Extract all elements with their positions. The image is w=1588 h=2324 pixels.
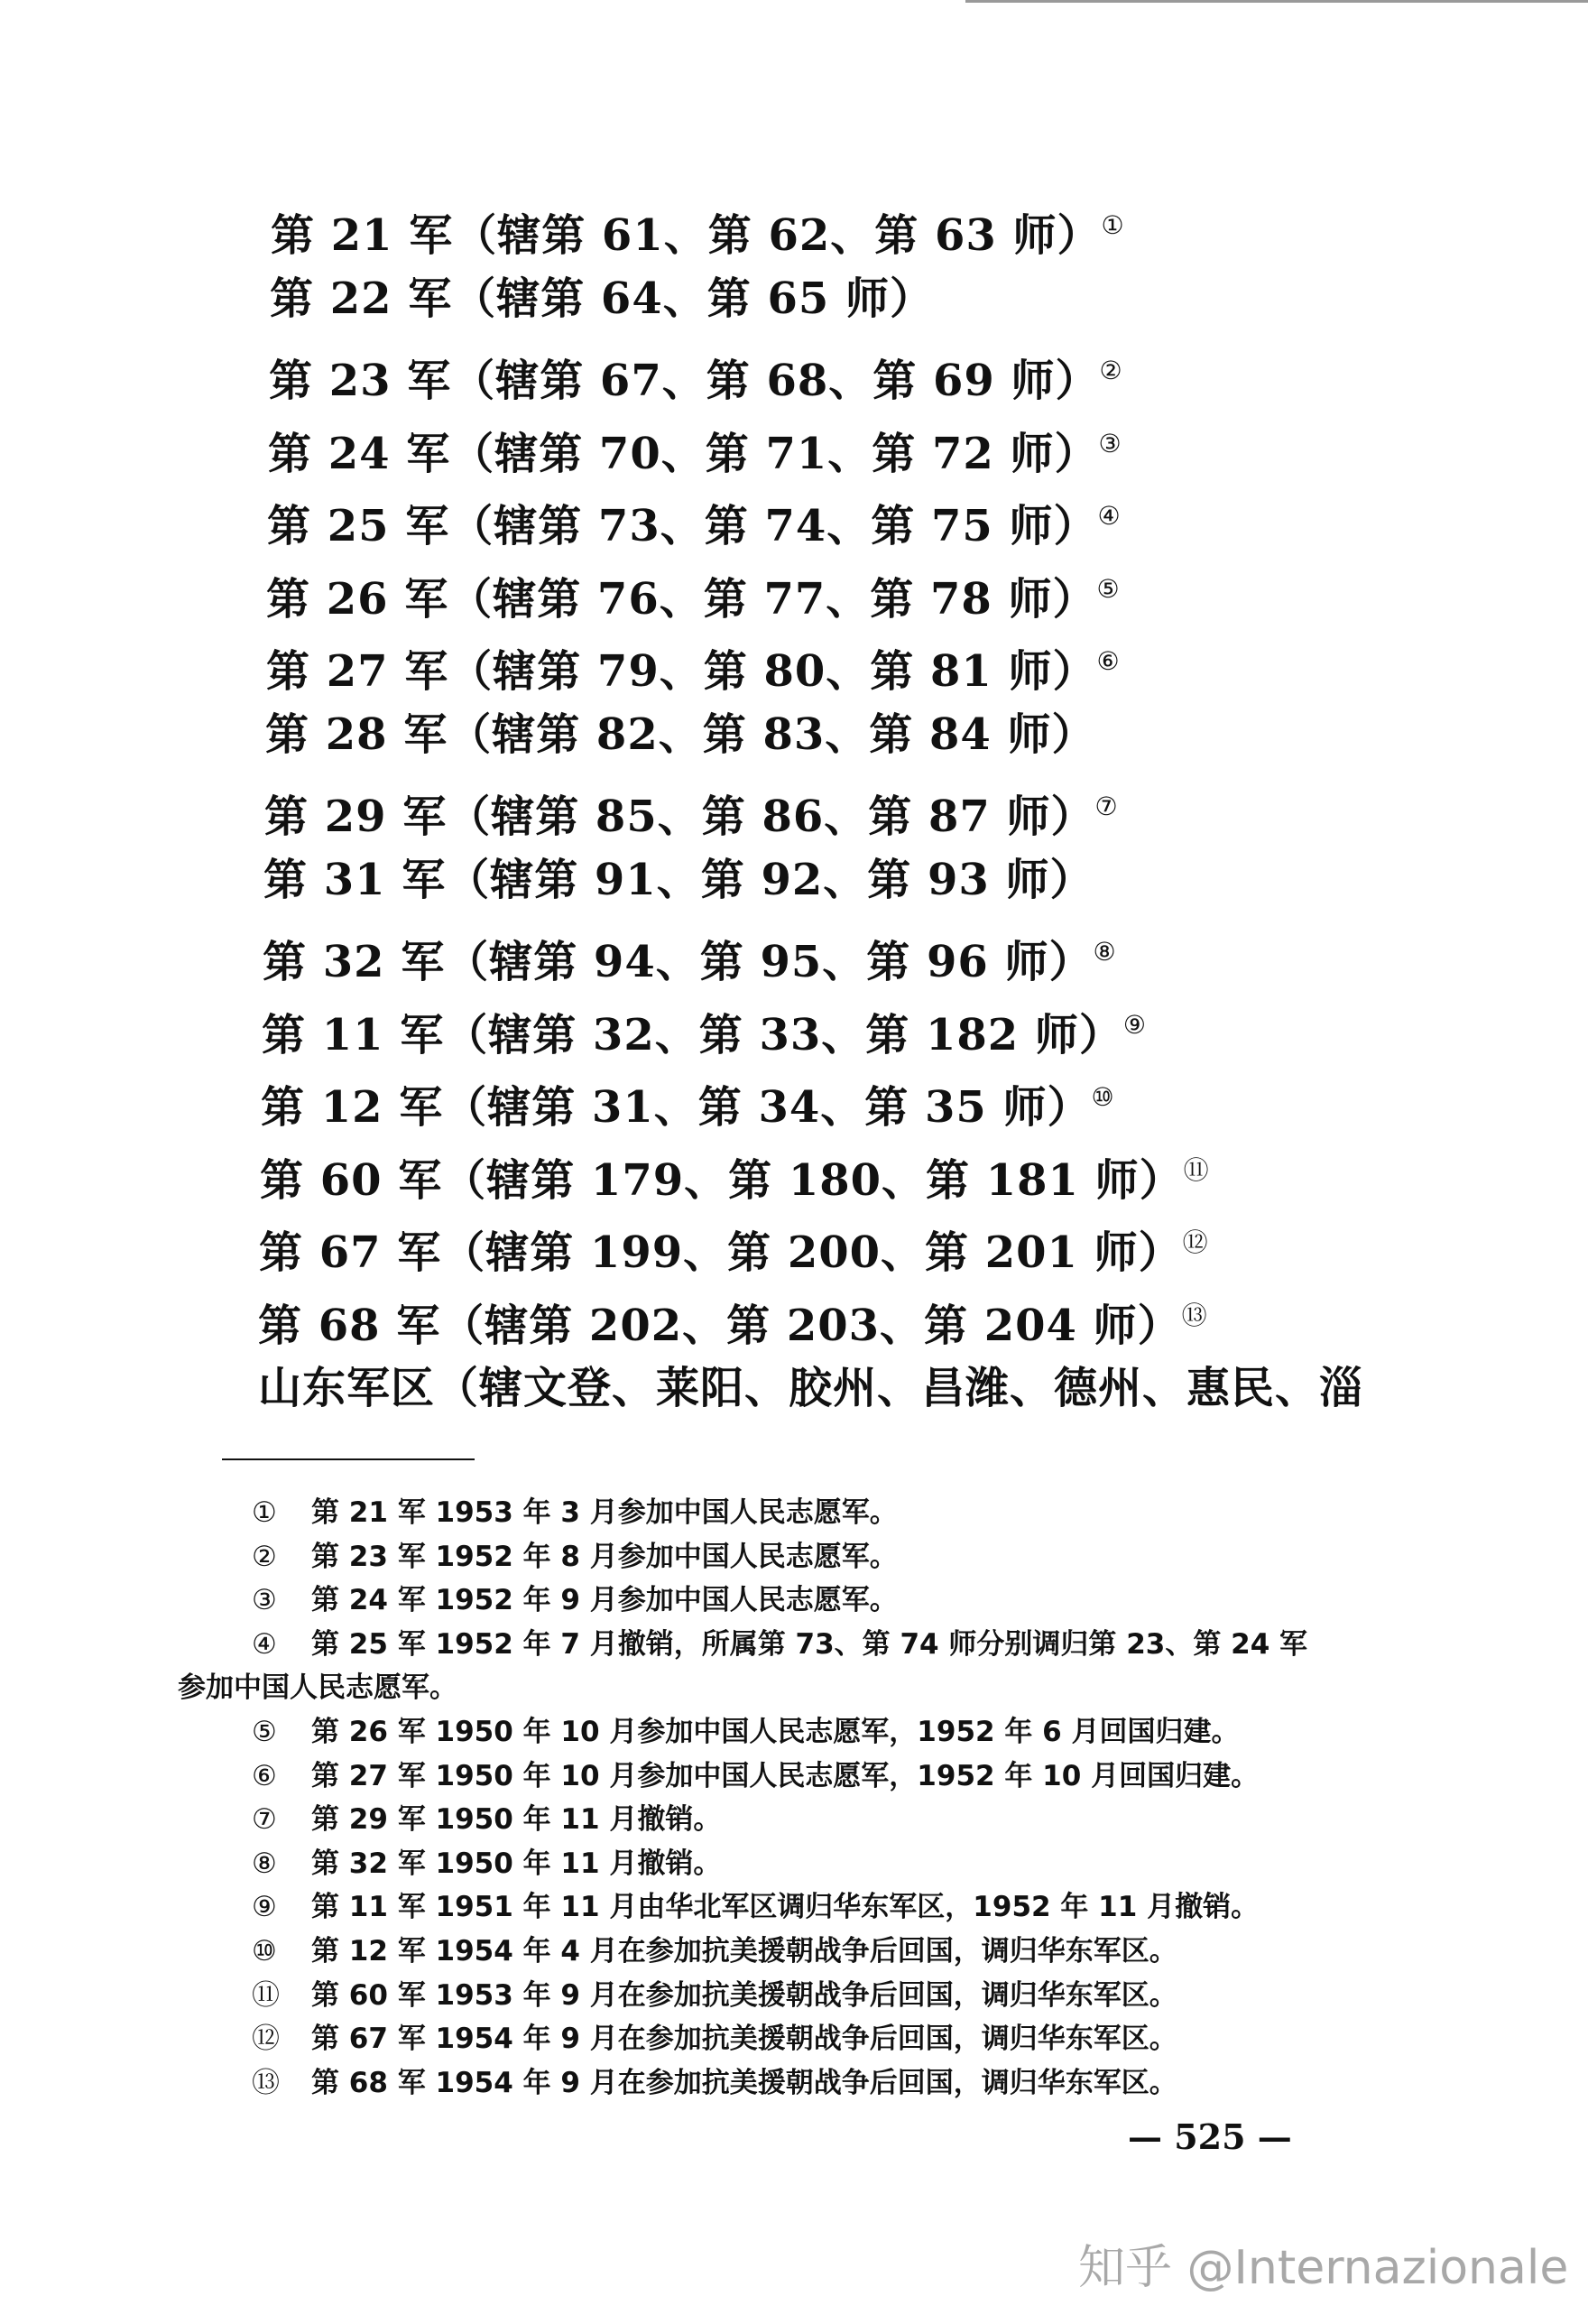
line-text: 第 28 军（辖第 82、第 83、第 84 师）	[265, 708, 1096, 760]
footnote-text: 第 11 军 1951 年 11 月由华北军区调归华东军区，1952 年 11 月撤销。	[311, 1891, 1260, 1924]
footnote-rule	[222, 1458, 475, 1460]
line-text: 第 27 军（辖第 79、第 80、第 81 师）	[266, 646, 1097, 697]
line-text: 第 25 军（辖第 73、第 74、第 75 师）	[267, 501, 1098, 551]
footnotes	[178, 1491, 1307, 2105]
text-line	[267, 480, 1363, 553]
footnote-number: ⑦	[252, 1803, 277, 1837]
footnote-text: 第 60 军 1953 年 9 月在参加抗美援朝战争后回国，调归华东军区。	[311, 1978, 1177, 2012]
footnote-ref: ⑪	[1183, 1154, 1210, 1185]
line-text: 第 22 军（辖第 64、第 65 师）	[270, 273, 934, 324]
footnote-text: 第 23 军 1952 年 8 月参加中国人民志愿军。	[311, 1540, 898, 1573]
footnote	[178, 2061, 1307, 2106]
text-line	[268, 408, 1363, 481]
footnote-number: ①	[252, 1496, 277, 1529]
footnote-number: ③	[252, 1584, 277, 1617]
footnote-ref: ⑨	[1122, 1009, 1147, 1040]
footnote	[178, 1842, 1307, 1886]
line-text: 第 11 军（辖第 32、第 33、第 182 师）	[262, 1009, 1123, 1060]
line-text: 第 32 军（辖第 94、第 95、第 96 师）	[263, 937, 1094, 987]
text-line	[262, 989, 1363, 1062]
footnote	[178, 2017, 1307, 2061]
line-text: 第 67 军（辖第 199、第 200、第 201 师）	[259, 1227, 1183, 1278]
footnote-number: ⑪	[252, 1978, 280, 2012]
footnote	[178, 1798, 1307, 1842]
footnote	[178, 1974, 1307, 2018]
footnote-text: 第 67 军 1954 年 9 月在参加抗美援朝战争后回国，调归华东军区。	[311, 2023, 1177, 2056]
text-line	[266, 625, 1363, 699]
footnote-ref: ⑩	[1091, 1082, 1115, 1112]
footnote-text: 第 12 军 1954 年 4 月在参加抗美援朝战争后回国，调归华东军区。	[311, 1934, 1177, 1968]
footnote-text: 第 26 军 1950 年 10 月参加中国人民志愿军，1952 年 6 月回国归建。	[311, 1715, 1240, 1748]
line-text: 第 29 军（辖第 85、第 86、第 87 师）	[264, 792, 1095, 842]
footnote	[178, 1885, 1307, 1930]
footnote-text: 参加中国人民志愿军。	[178, 1671, 457, 1705]
text-line	[258, 1280, 1363, 1353]
text-line	[266, 553, 1363, 626]
footnote-number: ②	[252, 1540, 277, 1573]
line-text: 第 68 军（辖第 202、第 203、第 204 师）	[258, 1300, 1182, 1351]
footnote-ref: ⑤	[1096, 573, 1121, 604]
footnote-number: ⑧	[252, 1847, 277, 1880]
line-text: 第 31 军（辖第 91、第 92、第 93 师）	[263, 854, 1094, 905]
text-line	[269, 335, 1363, 408]
footnote-number: ⑤	[252, 1715, 277, 1748]
text-line	[263, 844, 1363, 917]
footnote	[178, 1930, 1307, 1974]
footnote	[178, 1491, 1307, 1535]
footnote	[178, 1579, 1307, 1623]
main-text	[258, 190, 1364, 1425]
footnote-ref: ⑧	[1093, 937, 1117, 967]
footnote-ref: ④	[1097, 501, 1122, 531]
text-line	[261, 1061, 1363, 1134]
line-text: 第 24 军（辖第 70、第 71、第 72 师）	[268, 428, 1099, 479]
footnote	[178, 1623, 1307, 1667]
footnote	[178, 1535, 1307, 1579]
footnote-ref: ②	[1099, 356, 1123, 385]
text-line	[260, 1134, 1363, 1208]
scan-edge-line	[965, 0, 1588, 3]
line-text: 第 26 军（辖第 76、第 77、第 78 师）	[266, 573, 1097, 625]
footnote-ref: ①	[1101, 210, 1125, 240]
text-line	[258, 1352, 1363, 1425]
watermark: 知乎 @Internazionale	[1078, 2241, 1569, 2295]
line-text: 第 12 军（辖第 31、第 34、第 35 师）	[261, 1082, 1092, 1133]
text-line	[259, 1207, 1363, 1280]
text-line	[265, 699, 1363, 772]
line-text: 第 60 军（辖第 179、第 180、第 181 师）	[260, 1154, 1184, 1206]
footnote-text: 第 24 军 1952 年 9 月参加中国人民志愿军。	[311, 1584, 898, 1617]
footnote-number: ⑩	[252, 1934, 277, 1968]
footnote-text: 第 29 军 1950 年 11 月撤销。	[311, 1803, 722, 1837]
line-text: 山东军区（辖文登、莱阳、胶州、昌潍、德州、惠民、淄	[258, 1363, 1364, 1413]
text-line	[271, 190, 1363, 263]
footnote-number: ⑫	[252, 2023, 280, 2056]
footnote-ref: ⑫	[1182, 1227, 1209, 1257]
footnote-text: 第 21 军 1953 年 3 月参加中国人民志愿军。	[311, 1496, 898, 1529]
footnote	[178, 1666, 1307, 1710]
footnote-ref: ⑥	[1096, 646, 1121, 676]
page-number: — 525 —	[1128, 2116, 1292, 2157]
text-line	[264, 771, 1363, 844]
footnote-number: ⑥	[252, 1759, 277, 1792]
footnote-number: ④	[252, 1627, 277, 1661]
footnote-text: 第 25 军 1952 年 7 月撤销，所属第 73、第 74 师分别调归第 23、第 24 军	[311, 1627, 1308, 1661]
footnote-text: 第 27 军 1950 年 10 月参加中国人民志愿军，1952 年 10 月回国归建。	[311, 1759, 1260, 1792]
footnote-text: 第 68 军 1954 年 9 月在参加抗美援朝战争后回国，调归华东军区。	[311, 2066, 1177, 2099]
line-text: 第 23 军（辖第 67、第 68、第 69 师）	[269, 356, 1100, 406]
footnote-ref: ⑦	[1094, 792, 1119, 821]
footnote	[178, 1755, 1307, 1799]
text-line	[270, 263, 1363, 336]
footnote	[178, 1710, 1307, 1755]
footnote-ref: ⑬	[1181, 1300, 1208, 1330]
footnote-ref: ③	[1098, 428, 1122, 458]
footnote-number: ⑬	[252, 2066, 280, 2099]
text-line	[263, 916, 1363, 989]
footnote-number: ⑨	[252, 1891, 277, 1924]
footnote-text: 第 32 军 1950 年 11 月撤销。	[311, 1847, 722, 1880]
line-text: 第 21 军（辖第 61、第 62、第 63 师）	[271, 210, 1102, 261]
